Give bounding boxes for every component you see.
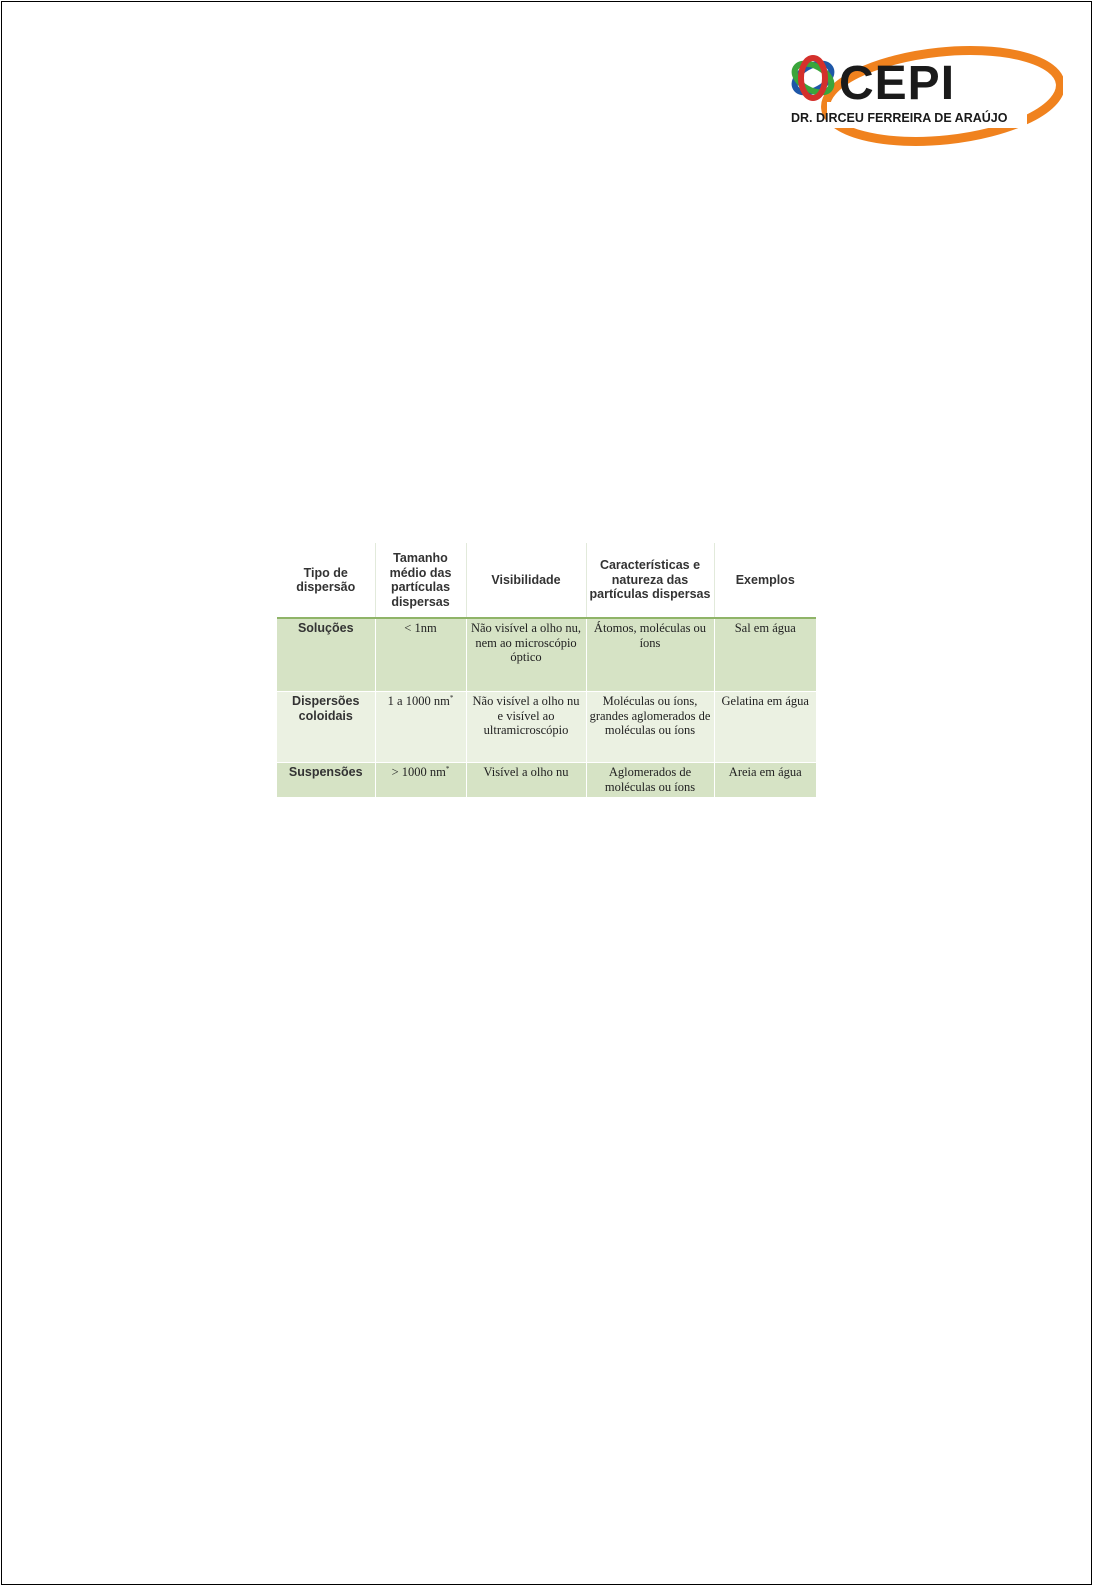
header-exemplos: Exemplos [714,543,816,618]
table-row [277,692,816,763]
row-visibilidade: Não visível a olho nu e visível ao ultramicroscópio [466,692,586,763]
size-footnote-mark: * [445,764,450,773]
size-value: < 1nm [404,621,437,635]
row-caracteristicas: Aglomerados de moléculas ou íons [586,763,714,798]
size-footnote-mark: * [449,693,454,702]
cepi-logo [783,40,1063,148]
row-tipo: Soluções [277,618,375,692]
header-tipo: Tipo de dispersão [277,543,375,618]
dispersion-table [277,543,816,797]
row-tamanho [375,763,466,798]
size-value: 1 a 1000 nm [387,694,450,708]
header-caracteristicas: Características e natureza das partículas dispersas [586,543,714,618]
row-exemplos: Areia em água [714,763,816,798]
row-tipo: Suspensões [277,763,375,798]
size-value: > 1000 nm [391,765,446,779]
row-visibilidade: Visível a olho nu [466,763,586,798]
header-visibilidade: Visibilidade [466,543,586,618]
logo-wordmark: CEPI [839,57,956,110]
table-header-row [277,543,816,618]
row-exemplos: Sal em água [714,618,816,692]
table-row [277,763,816,798]
row-tamanho [375,692,466,763]
row-tipo: Dispersões coloidais [277,692,375,763]
row-exemplos: Gelatina em água [714,692,816,763]
table-row [277,618,816,692]
row-tamanho [375,618,466,692]
logo-subtitle: DR. DIRCEU FERREIRA DE ARAÚJO [791,111,1008,125]
dispersion-table-container [277,543,816,810]
header-tamanho: Tamanho médio das partículas dispersas [375,543,466,618]
row-caracteristicas: Moléculas ou íons, grandes aglomerados de moléculas ou íons [586,692,714,763]
row-caracteristicas: Átomos, moléculas ou íons [586,618,714,692]
row-visibilidade: Não visível a olho nu, nem ao microscópio óptico [466,618,586,692]
